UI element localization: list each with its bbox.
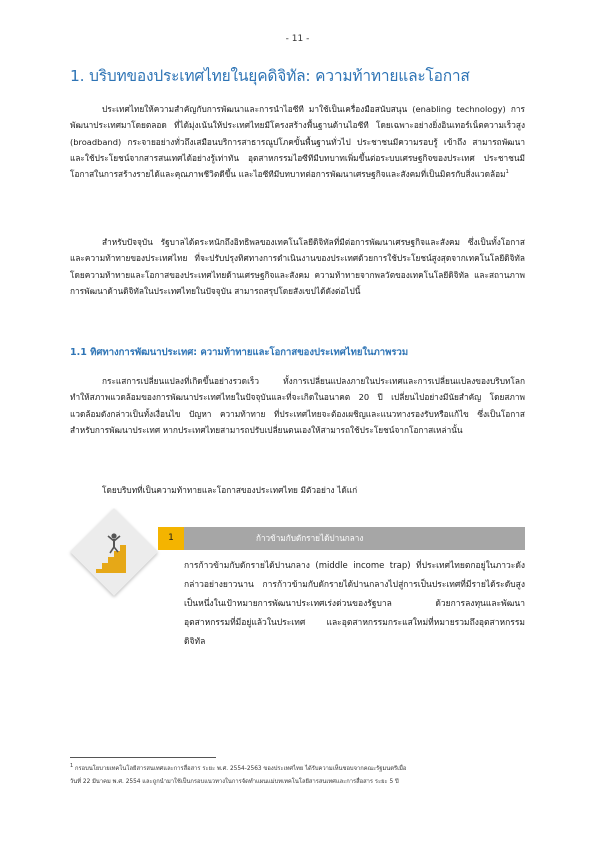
context-paragraph-text: สำหรับปัจจุบัน รัฐบาลได้ตระหนักถึงอิทธิพลของเทคโนโลยีดิจิทัลที่มีต่อการพัฒนาเศรษฐกิจและสังคม ซึ่งเป็นทั้งโอกาสและความท้าทายของประเทศไทย ที่จะปรับปรุงทิศทางการดำเนินงานของประเทศด้วยการใช้ประโยชน์สูงสุดจากเทคโนโลยีดิจิทัล โดยความท้าทายและโอกาสของประเทศไทยด้านเศรษฐกิจและสังคม ความท้าทายจากพลวัตของเทคโนโลยีดิจิทัล และสถานภาพการพัฒนาด้านดิจิทัลในประเทศไทยในปัจจุบัน สามารถสรุปโดยสังเขปได้ดังต่อไปนี้ [70, 237, 525, 296]
footnote-line-1 [70, 763, 530, 776]
footnote-divider [70, 757, 216, 758]
highlight-title-bar: ก้าวข้ามกับดักรายได้ปานกลาง [184, 527, 525, 550]
footnote-text-2: วันที่ 22 มีนาคม พ.ศ. 2554 และถูกนำมาใช้เป็นกรอบแนวทางในการจัดทำแผนแม่บทเทคโนโลยีสารสนเทศและการสื่อสาร ระยะ 5 ปี [70, 779, 399, 785]
page-number: - 11 - [285, 34, 310, 44]
footnote [70, 763, 530, 789]
intro-paragraph [70, 101, 525, 182]
section-heading: 1.1 ทิศทางการพัฒนาประเทศ: ความท้าทายและโอกาสของประเทศไทยในภาพรวม [70, 347, 409, 358]
footnote-ref[interactable]: 1 [505, 169, 509, 176]
change-paragraph [70, 373, 525, 438]
highlight-illustration [83, 521, 145, 583]
chapter-title: 1. บริบทของประเทศไทยในยุคดิจิทัล: ความท้าทายและโอกาส [70, 67, 470, 85]
examples-intro-text: โดยบริบทที่เป็นความท้าทายและโอกาสของประเทศไทย มีตัวอย่าง ได้แก่ [102, 485, 358, 495]
highlight-paragraph-text: การก้าวข้ามกับดักรายได้ปานกลาง (middle income trap) ที่ประเทศไทยตกอยู่ในภาวะดังกล่าวอย่างยาวนาน การก้าวข้ามกับดักรายได้ปานกลางไปสู่การเป็นประเทศที่มีรายได้ระดับสูงเป็นหนึ่งในเป้าหมายการพัฒนาประเทศเร่งด่วนของรัฐบาล ด้วยการลงทุนและพัฒนาอุตสาหกรรมที่มีอยู่แล้วในประเทศ และอุตสาหกรรมกระแสใหม่ที่หมายรวมถึงอุตสาหกรรมดิจิทัล [184, 561, 525, 647]
context-paragraph [70, 234, 525, 299]
highlight-number: 1 [158, 527, 184, 550]
footnote-marker: 1 [70, 763, 74, 770]
intro-paragraph-text: ประเทศไทยให้ความสำคัญกับการพัฒนาและการนำไอซีที มาใช้เป็นเครื่องมือสนับสนุน (enabling technology) การพัฒนาประเทศมาโดยตลอด ที่ได้มุ่งเน้นให้ประเทศไทยมีโครงสร้างพื้นฐานด้านไอซีที โดยเฉพาะอย่างยิ่งอินเทอร์เน็ตความเร็วสูง (broadband) กระจายอย่างทั่วถึงเสมือนบริการสาธารณูปโภคขั้นพื้นฐานทั่วไป ประชาชนมีความรอบรู้ เข้าถึง สามารถพัฒนาและใช้ประโยชน์จากสารสนเทศได้อย่างรู้เท่าทัน อุตสาหกรรมไอซีทีมีบทบาทเพิ่มขึ้นต่อระบบเศรษฐกิจของประเทศ ประชาชนมีโอกาสในการสร้างรายได้และคุณภาพชีวิตดีขึ้น และไอซีทีมีบทบาทต่อการพัฒนาเศรษฐกิจและสังคมที่เป็นมิตรกับสิ่งแวดล้อม [70, 104, 525, 180]
footnote-text-1: กรอบนโยบายเทคโนโลยีสารสนเทศและการสื่อสาร ระยะ พ.ศ. 2554-2563 ของประเทศไทย ได้รับความเห็นชอบจากคณะรัฐมนตรีเมื่อ [75, 766, 407, 772]
climbing-person-icon [93, 529, 135, 575]
highlight-paragraph [184, 557, 525, 652]
change-paragraph-text: กระแสการเปลี่ยนแปลงที่เกิดขึ้นอย่างรวดเร็ว ทั้งการเปลี่ยนแปลงภายในประเทศและการเปลี่ยนแปลงของบริบทโลก ทำให้สภาพแวดล้อมของการพัฒนาประเทศไทยในปัจจุบันและที่จะเกิดในอนาคต 20 ปี เปลี่ยนไปอย่างมีนัยสำคัญ โดยสภาพแวดล้อมดังกล่าวเป็นทั้งเงื่อนไข ปัญหา ความท้าทาย ที่ประเทศไทยจะต้องเผชิญและแนวทางรองรับหรือแก้ไข ซึ่งเป็นโอกาสสำหรับการพัฒนาประเทศ หากประเทศไทยสามารถปรับเปลี่ยนตนเองให้สามารถใช้ประโยชน์จากโอกาสเหล่านั้น [70, 376, 525, 435]
examples-intro-paragraph [70, 482, 525, 498]
